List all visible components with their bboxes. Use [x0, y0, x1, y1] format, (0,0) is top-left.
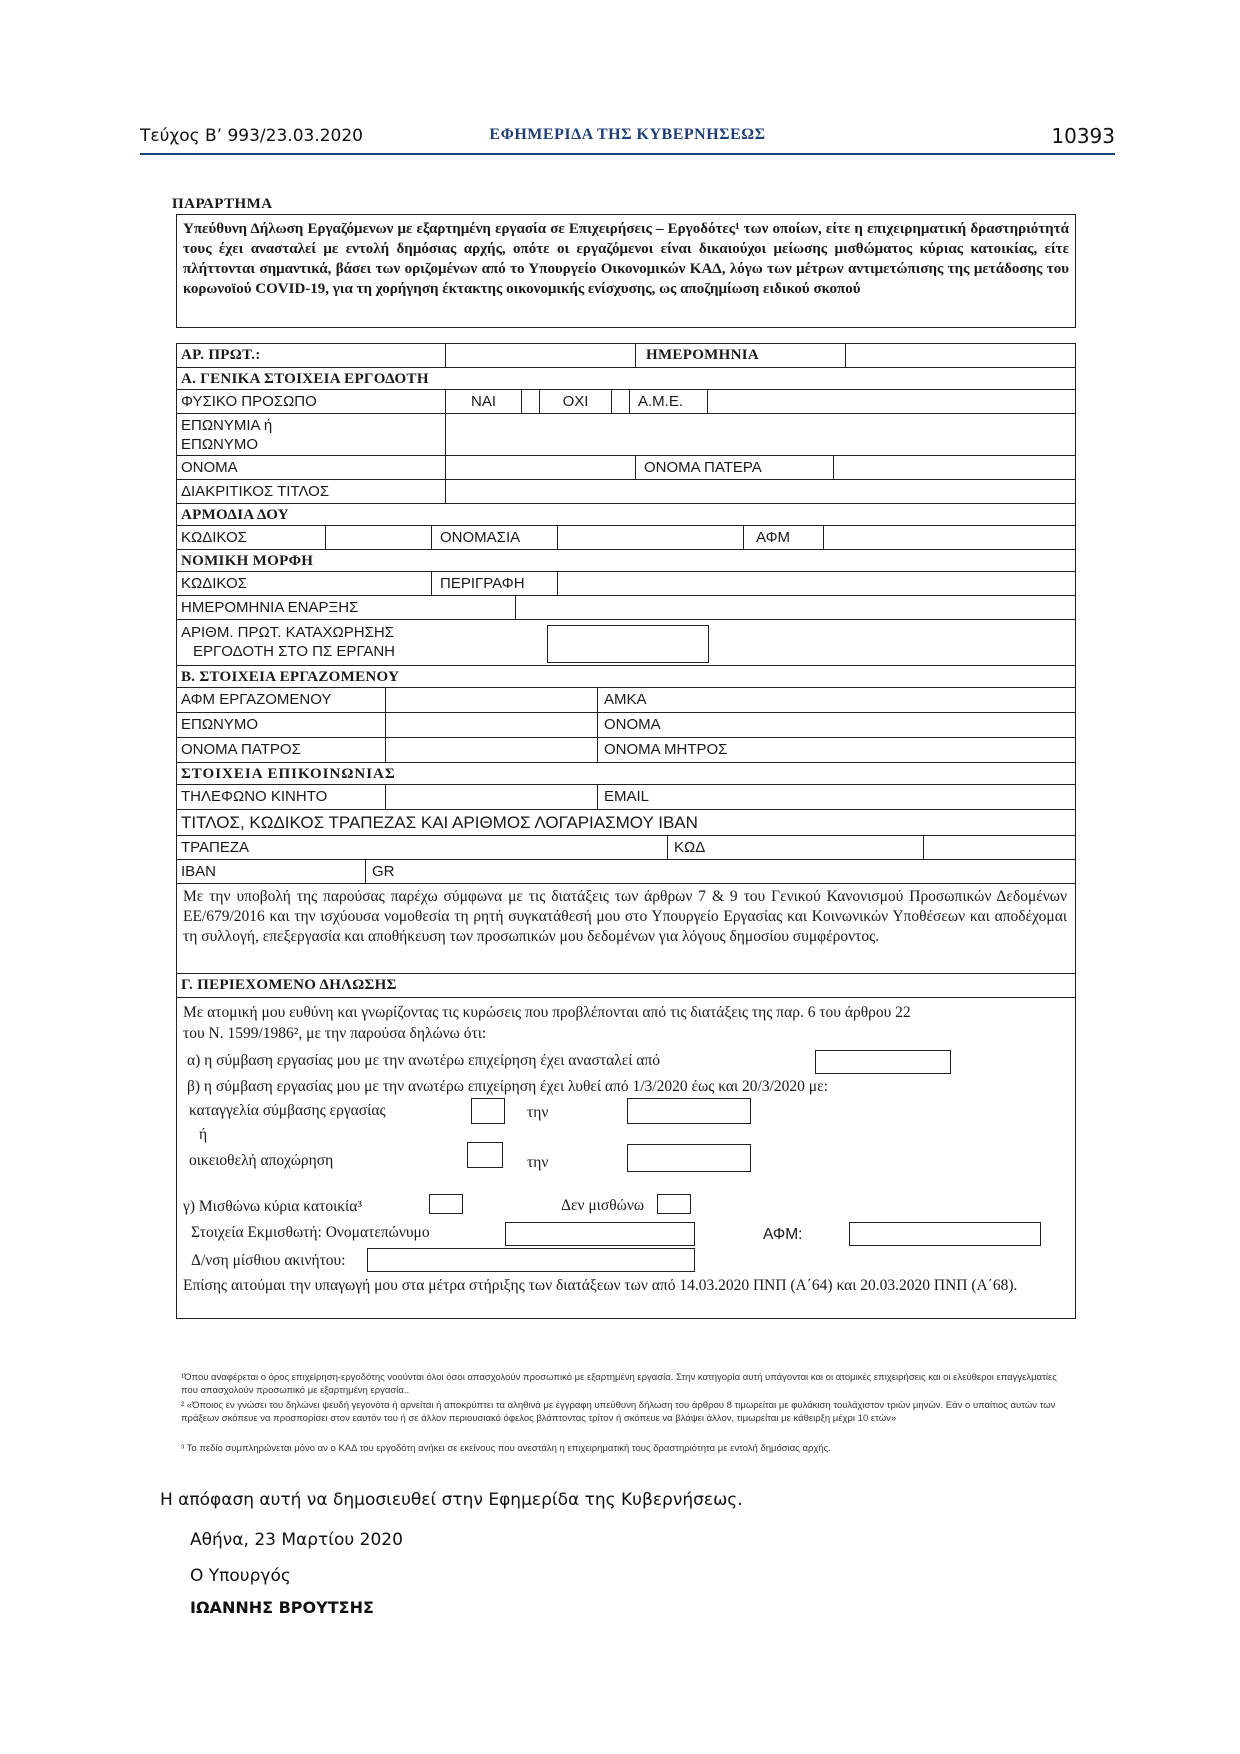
- annex-intro: Υπεύθυνη Δήλωση Εργαζόμενων με εξαρτημένη εργασία σε Επιχειρήσεις – Εργοδότες¹ των οποίων, είτε η επιχειρηματική δραστηριότητά τους έχει ανασταλεί με εντολή δημόσιας αρχής, οπότε οι εργαζόμενοι είναι δικαιούχοι μείωσης μισθώματος κύριας κατοικίας, είτε πλήττονται σημαντικά, βάσει των οριζομένων από το Υπουργείο Οικονομικών ΚΑΔ, λόγω των μέτρων αντιμετώπισης της μετάδοσης του κορωνοϊού COVID-19, για τη χορήγηση έκτακτης οικονομικής ενίσχυσης, ως αποζημίωση ειδικού σκοπού: [176, 214, 1076, 328]
- ergani-label: [177, 620, 497, 665]
- gazette-header: [140, 124, 1115, 150]
- landlord-name-field[interactable]: [505, 1222, 695, 1246]
- mothers-name-label: ΟΝΟΜΑ ΜΗΤΡΟΣ: [597, 738, 1073, 762]
- employee-afm-label: ΑΦΜ ΕΡΓΑΖΟΜΕΝΟΥ: [181, 691, 332, 708]
- declaration-body: [177, 998, 1075, 1318]
- row-consent: [177, 884, 1075, 974]
- ergani-label-line1: ΑΡΙΘΜ. ΠΡΩΤ. ΚΑΤΑΧΩΡΗΣΗΣ: [181, 624, 394, 641]
- section-a-title: Α. ΓΕΝΙΚΑ ΣΤΟΙΧΕΙΑ ΕΡΓΟΔΟΤΗ: [181, 371, 429, 387]
- page-number: 10393: [1051, 124, 1115, 148]
- dismissal-date-field[interactable]: [627, 1098, 751, 1124]
- no-label: ΟΧΙ: [539, 390, 611, 413]
- suspension-date-field[interactable]: [815, 1050, 951, 1074]
- dismissal-label: καταγγελία σύμβασης εργασίας: [189, 1102, 386, 1119]
- date-label: ΗΜΕΡΟΜΗΝΙΑ: [635, 344, 845, 367]
- ame-field[interactable]: [707, 390, 1073, 413]
- mobile-phone-field[interactable]: [385, 785, 597, 809]
- row-bank: [177, 836, 1075, 860]
- yes-checkbox[interactable]: [521, 390, 539, 413]
- rent-label: γ) Μισθώνω κύρια κατοικία³: [183, 1198, 362, 1215]
- eponymia-label: [177, 414, 445, 455]
- declaration-form: [176, 343, 1076, 1319]
- consent-text: Με την υποβολή της παρούσας παρέχω σύμφωνα με τις διατάξεις των άρθρων 7 & 9 του Γενικού Κανονισμού Προσωπικών Δεδομένων ΕΕ/679/2016 και την ισχύουσα νομοθεσία τη ρητή συγκατάθεσή μου στο Υπουργείο Εργασίας και Κοινωνικών Υποθέσεων και αποδέχομαι τη συλλογή, επεξεργασία και αποθήκευση των προσωπικών μου δεδομένων για λόγους δημοσίου συμφέροντος.: [183, 888, 1067, 945]
- surname-label: ΕΠΩΝΥΜΟ: [181, 716, 259, 733]
- legal-description-label: ΠΕΡΙΓΡΑΦΗ: [431, 572, 557, 595]
- landlord-afm-label: ΑΦΜ:: [763, 1226, 803, 1243]
- issue-label: Τεύχος B’ 993/23.03.2020: [140, 126, 363, 146]
- doy-code-field[interactable]: [325, 526, 431, 549]
- natural-person-label: ΦΥΣΙΚΟ ΠΡΟΣΩΠΟ: [181, 393, 317, 410]
- amka-label: ΑΜΚΑ: [597, 688, 1073, 712]
- support-measures-text: Επίσης αιτούμαι την υπαγωγή μου στα μέτρα στήριξης των διατάξεων των από 14.03.2020 ΠΝΠ (Α΄64) και 20.03.2020 ΠΝΠ (Α΄68).: [183, 1277, 1018, 1294]
- footnote-1: ¹Όπου αναφέρεται ο όρος επιχείρηση-εργοδότης νοούνται όλοι όσοι απασχολούν προσωπικό με εξαρτημένη εργασία. Στην κατηγορία αυτή υπάγονται και οι ατομικές επιχειρήσεις και οι ελεύθεροι επαγγελματίες που απασχολούν προσωπικό με εξαρτημένη εργασία..: [181, 1372, 1057, 1396]
- mobile-phone-label: ΤΗΛΕΦΩΝΟ ΚΙΝΗΤΟ: [181, 788, 328, 805]
- resignation-label: οικειοθελή αποχώρηση: [189, 1152, 334, 1169]
- no-rent-checkbox[interactable]: [657, 1194, 691, 1214]
- footnote-2: ² «Όποιος εν γνώσει του δηλώνει ψευδή γεγονότα ή αρνείται ή αποκρύπτει τα αληθινά με έγγραφη υπεύθυνη δήλωση του άρθρου 8 τιμωρείται με φυλάκιση τουλάχιστον τριών μηνών. Εάν ο υπαίτιος αυτών των πράξεων σκόπευε να προσπορίσει στον εαυτόν του ή σε άλλον περιουσιακό όφελος βλάπτοντας τρίτον ή σκόπευε να βλάψει άλλον, τιμωρείται με κάθειρξη μέχρι 10 ετών»: [181, 1400, 1056, 1424]
- yes-label: ΝΑΙ: [445, 390, 521, 413]
- trade-name-label: ΔΙΑΚΡΙΤΙΚΟΣ ΤΙΤΛΟΣ: [181, 483, 330, 500]
- section-b-title: Β. ΣΤΟΙΧΕΙΑ ΕΡΓΑΖΟΜΕΝΟΥ: [181, 669, 400, 685]
- header-rule: [140, 153, 1115, 155]
- doy-afm-field[interactable]: [823, 526, 1073, 549]
- dismissal-checkbox[interactable]: [471, 1098, 505, 1124]
- employer-name-label: ΟΝΟΜΑ: [181, 459, 238, 476]
- row-natural-person: [177, 390, 1075, 414]
- row-doy: [177, 526, 1075, 550]
- row-legal-form: [177, 572, 1075, 596]
- doy-name-field[interactable]: [557, 526, 743, 549]
- property-address-label: Δ/νση μίσθιου ακινήτου:: [191, 1252, 346, 1269]
- gazette-title: ΕΦΗΜΕΡΙΔΑ ΤΗΣ ΚΥΒΕΡΝΗΣΕΩΣ: [489, 126, 766, 143]
- row-employer-name: [177, 456, 1075, 480]
- row-trade-name: [177, 480, 1075, 504]
- row-bank-title: [177, 810, 1075, 836]
- employee-afm-field[interactable]: [385, 688, 597, 712]
- row-protocol: [177, 344, 1075, 368]
- row-eponymia: [177, 414, 1075, 456]
- bank-code-label: ΚΩΔ: [667, 836, 923, 859]
- dismissal-date-prefix: την: [527, 1104, 549, 1121]
- row-start-date: [177, 596, 1075, 620]
- bank-label: ΤΡΑΠΕΖΑ: [181, 839, 250, 856]
- father-name-label: ΟΝΟΜΑ ΠΑΤΕΡΑ: [635, 456, 833, 479]
- row-ergani: [177, 620, 1075, 666]
- property-address-field[interactable]: [367, 1248, 695, 1272]
- section-doy-title: ΑΡΜΟΔΙΑ ΔΟΥ: [181, 507, 289, 523]
- footnote-3: ³ Το πεδίο συμπληρώνεται μόνο αν ο ΚΑΔ του εργοδότη ανήκει σε εκείνους που ανεστάλη η επιχειρηματική τους δραστηριότητα με εντολή δημόσιας αρχής.: [181, 1443, 831, 1454]
- section-c: [177, 974, 1075, 998]
- row-iban: [177, 860, 1075, 884]
- row-phone: [177, 785, 1075, 810]
- ame-label: Α.Μ.Ε.: [629, 390, 707, 413]
- father-name-field[interactable]: [833, 456, 1073, 479]
- employer-name-field[interactable]: [445, 456, 635, 479]
- ergani-field[interactable]: [547, 625, 709, 663]
- landlord-afm-field[interactable]: [849, 1222, 1041, 1246]
- signatory-role: Ο Υπουργός: [190, 1566, 291, 1586]
- start-date-field[interactable]: [515, 596, 1073, 619]
- date-field[interactable]: [845, 344, 1074, 367]
- email-label: EMAIL: [597, 785, 1073, 809]
- resignation-checkbox[interactable]: [467, 1142, 503, 1168]
- doy-afm-label: ΑΦΜ: [743, 526, 823, 549]
- row-employee-name: [177, 713, 1075, 738]
- section-a: [177, 368, 1075, 390]
- place-date: Αθήνα, 23 Μαρτίου 2020: [190, 1530, 403, 1550]
- rent-checkbox[interactable]: [429, 1194, 463, 1214]
- ergani-label-line2: ΕΡΓΟΔΟΤΗ ΣΤΟ ΠΣ ΕΡΓΑΝΗ: [193, 643, 395, 660]
- section-legal-form-title: ΝΟΜΙΚΗ ΜΟΡΦΗ: [181, 553, 314, 569]
- publish-statement: Η απόφαση αυτή να δημοσιευθεί στην Εφημερίδα της Κυβερνήσεως.: [160, 1490, 743, 1510]
- surname-field[interactable]: [385, 713, 597, 737]
- landlord-label: Στοιχεία Εκμισθωτή: Ονοματεπώνυμο: [191, 1224, 430, 1241]
- start-date-label: ΗΜΕΡΟΜΗΝΙΑ ΕΝΑΡΞΗΣ: [181, 599, 359, 616]
- row-employee-afm: [177, 688, 1075, 713]
- fathers-name-label: ΟΝΟΜΑ ΠΑΤΡΟΣ: [181, 741, 301, 758]
- trade-name-field[interactable]: [445, 480, 1073, 503]
- section-doy: [177, 504, 1075, 526]
- eponymia-label-line1: ΕΠΩΝΥΜΙΑ ή: [181, 417, 273, 434]
- doy-name-label: ΟΝΟΜΑΣΙΑ: [431, 526, 557, 549]
- section-legal-form: [177, 550, 1075, 572]
- ar-prot-field[interactable]: [445, 344, 635, 367]
- signatory-name: ΙΩΑΝΝΗΣ ΒΡΟΥΤΣΗΣ: [190, 1598, 374, 1617]
- no-checkbox[interactable]: [611, 390, 629, 413]
- annex-title: ΠΑΡΑΡΤΗΜΑ: [172, 196, 273, 212]
- eponymia-label-line2: ΕΠΩΝΥΜΟ: [181, 436, 259, 453]
- section-b: [177, 666, 1075, 688]
- resignation-date-field[interactable]: [627, 1144, 751, 1172]
- bank-code-field[interactable]: [923, 836, 1073, 859]
- legal-code-label: ΚΩΔΙΚΟΣ: [181, 575, 247, 592]
- fathers-name-field[interactable]: [385, 738, 597, 762]
- ar-prot-label: ΑΡ. ΠΡΩΤ.:: [181, 347, 261, 363]
- iban-field[interactable]: GR: [365, 860, 1073, 883]
- doy-code-label: ΚΩΔΙΚΟΣ: [181, 529, 247, 546]
- resignation-date-prefix: την: [527, 1154, 549, 1171]
- row-parents: [177, 738, 1075, 763]
- eponymia-field[interactable]: [445, 414, 1073, 455]
- section-contact: [177, 763, 1075, 785]
- suspension-text: α) η σύμβαση εργασίας μου με την ανωτέρω επιχείρηση έχει ανασταλεί από: [187, 1052, 660, 1069]
- no-rent-label: Δεν μισθώνω: [561, 1197, 645, 1214]
- firstname-label: ΟΝΟΜΑ: [597, 713, 1073, 737]
- termination-text: β) η σύμβαση εργασίας μου με την ανωτέρω επιχείρηση έχει λυθεί από 1/3/2020 έως και 20/3/2020 με:: [187, 1078, 828, 1095]
- section-contact-title: ΣΤΟΙΧΕΙΑ ΕΠΙΚΟΙΝΩΝΙΑΣ: [181, 766, 396, 782]
- section-c-title: Γ. ΠΕΡΙΕΧΟΜΕΝΟ ΔΗΛΩΣΗΣ: [181, 977, 397, 993]
- declaration-line-1: Με ατομική μου ευθύνη και γνωρίζοντας τις κυρώσεις που προβλέπονται από τις διατάξεις της παρ. 6 του άρθρου 22: [183, 1004, 911, 1021]
- declaration-line-2: του Ν. 1599/1986², με την παρούσα δηλώνω ότι:: [183, 1025, 487, 1042]
- legal-description-field[interactable]: [557, 572, 1073, 595]
- iban-label: IBAN: [181, 863, 217, 880]
- bank-section-title: ΤΙΤΛΟΣ, ΚΩΔΙΚΟΣ ΤΡΑΠΕΖΑΣ ΚΑΙ ΑΡΙΘΜΟΣ ΛΟΓΑΡΙΑΣΜΟΥ IBAN: [181, 813, 698, 832]
- or-label: ή: [199, 1126, 208, 1143]
